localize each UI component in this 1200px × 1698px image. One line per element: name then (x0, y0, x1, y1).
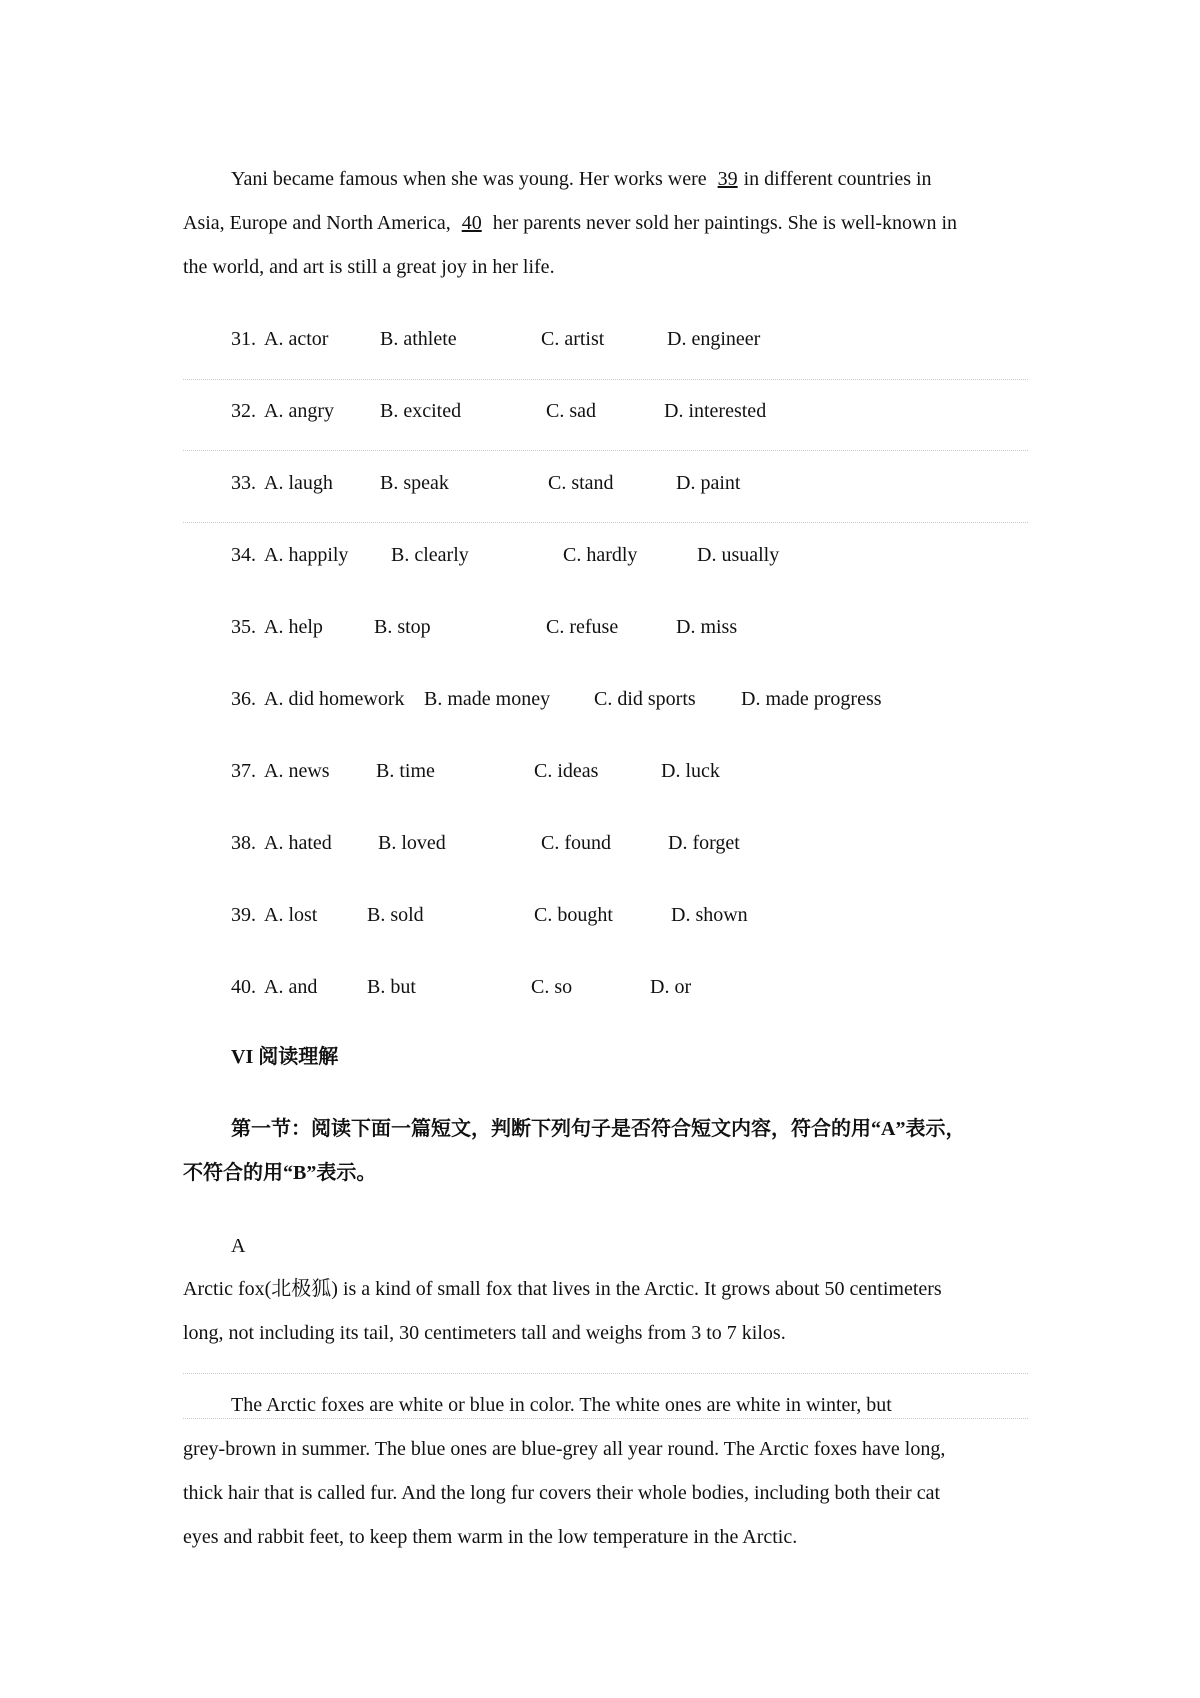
option-b: B. excited (380, 400, 462, 422)
question-number: 34. (231, 544, 256, 566)
option-d: D. or (650, 976, 692, 998)
passage-a-paragraph-2-line-1: The Arctic foxes are white or blue in color. The white ones are white in winter, but (231, 1394, 892, 1416)
question-number: 33. (231, 472, 256, 494)
passage-a-paragraph-2-line-3: thick hair that is called fur. And the long fur covers their whole bodies, including both their cat (183, 1482, 941, 1504)
option-d: D. engineer (667, 328, 761, 350)
question-number: 35. (231, 616, 256, 638)
passage-a-paragraph-2-line-4: eyes and rabbit feet, to keep them warm in the low temperature in the Arctic. (183, 1526, 798, 1548)
option-d: D. forget (668, 832, 740, 854)
option-c: C. refuse (546, 616, 619, 638)
option-a: A. news (264, 760, 330, 782)
passage-a-paragraph-1-line-1: Arctic fox(北极狐) is a kind of small fox that lives in the Arctic. It grows about 50 centimeters (183, 1278, 942, 1300)
option-d: D. luck (661, 760, 720, 782)
option-c: C. found (541, 832, 611, 854)
passage-a-paragraph-1-line-2: long, not including its tail, 30 centimeters tall and weighs from 3 to 7 kilos. (183, 1322, 786, 1344)
option-a: A. angry (264, 400, 334, 422)
option-a: A. actor (264, 328, 329, 350)
question-number: 39. (231, 904, 256, 926)
option-d: D. paint (676, 472, 741, 494)
option-b: B. sold (367, 904, 424, 926)
option-d: D. miss (676, 616, 738, 638)
option-c: C. bought (534, 904, 613, 926)
dotted-divider (183, 379, 1028, 380)
dotted-divider (183, 450, 1028, 451)
question-number: 37. (231, 760, 256, 782)
option-c: C. sad (546, 400, 596, 422)
option-a: A. happily (264, 544, 349, 566)
option-a: A. hated (264, 832, 332, 854)
dotted-divider (183, 1373, 1028, 1374)
option-c: C. hardly (563, 544, 638, 566)
option-a: A. lost (264, 904, 318, 926)
option-a: A. and (264, 976, 318, 998)
option-b: B. clearly (391, 544, 469, 566)
passage-line-1-pre: Yani became famous when she was young. Her works were (231, 168, 712, 190)
section-instruction-line-2: 不符合的用“B”表示。 (183, 1162, 377, 1184)
option-d: D. usually (697, 544, 780, 566)
option-b: B. loved (378, 832, 446, 854)
option-b: B. athlete (380, 328, 457, 350)
option-d: D. made progress (741, 688, 882, 710)
option-c: C. did sports (594, 688, 696, 710)
passage-line-1-post: in different countries in (743, 168, 932, 190)
passage-line-1 (231, 169, 932, 189)
dotted-divider (183, 1418, 1028, 1419)
passage-line-2-pre: Asia, Europe and North America, (183, 212, 456, 234)
option-b: B. but (367, 976, 416, 998)
passage-line-3: the world, and art is still a great joy in her life. (183, 256, 555, 278)
passage-a-paragraph-2-line-2: grey-brown in summer. The blue ones are blue-grey all year round. The Arctic foxes have long, (183, 1438, 946, 1460)
option-b: B. speak (380, 472, 449, 494)
option-c: C. artist (541, 328, 605, 350)
option-b: B. made money (424, 688, 551, 710)
question-number: 31. (231, 328, 256, 350)
option-c: C. ideas (534, 760, 599, 782)
section-heading: VI 阅读理解 (231, 1046, 339, 1068)
dotted-divider (183, 522, 1028, 523)
option-a: A. did homework (264, 688, 405, 710)
option-b: B. stop (374, 616, 431, 638)
option-c: C. stand (548, 472, 614, 494)
blank-40: 40 (461, 212, 482, 234)
option-a: A. laugh (264, 472, 333, 494)
option-d: D. shown (671, 904, 748, 926)
option-c: C. so (531, 976, 573, 998)
option-b: B. time (376, 760, 435, 782)
passage-line-2-post: her parents never sold her paintings. She is well-known in (487, 212, 958, 234)
question-number: 40. (231, 976, 256, 998)
option-d: D. interested (664, 400, 767, 422)
passage-label: A (231, 1235, 246, 1257)
passage-line-2 (183, 213, 957, 233)
option-a: A. help (264, 616, 323, 638)
question-number: 36. (231, 688, 256, 710)
question-number: 32. (231, 400, 256, 422)
blank-39: 39 (717, 168, 738, 190)
question-number: 38. (231, 832, 256, 854)
section-instruction-line-1: 第一节：阅读下面一篇短文，判断下列句子是否符合短文内容，符合的用“A”表示， (231, 1118, 966, 1140)
